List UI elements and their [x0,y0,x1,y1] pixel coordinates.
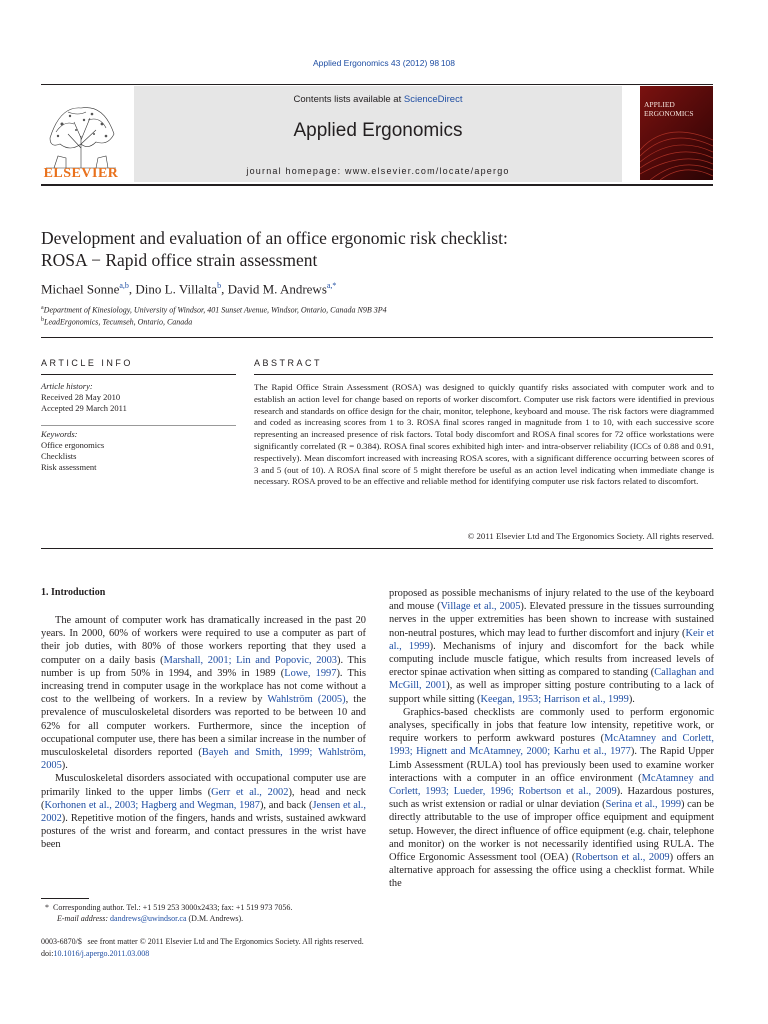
journal-title: Applied Ergonomics [293,120,463,141]
email-note [57,913,387,924]
author-affiliation-mark[interactable]: a,b [119,281,129,290]
citation-link[interactable]: Keegan, 1953; Harrison et al., 1999 [480,693,629,705]
doi-label: doi: [41,949,54,958]
author-affiliation-mark[interactable]: a,* [326,281,337,290]
author-affiliation-mark[interactable]: b [217,281,222,290]
accepted-date: Accepted 29 March 2011 [41,403,127,413]
article-title-line1: Development and evaluation of an office ergonomic risk checklist: [41,228,508,248]
citation-link[interactable]: Marshall, 2001; Lin and Popovic, 2003 [163,654,337,666]
issn-line: 0003-6870/$ see front matter © 2011 Elsevier Ltd and The Ergonomics Society. All rights reserved. [41,937,364,946]
footnote-asterisk: * [41,903,53,912]
citation-link[interactable]: Callaghan and McGill, 2001 [389,667,714,692]
section-heading-introduction: 1. Introduction [41,587,106,598]
doi-line [41,949,149,958]
article-title-line2: ROSA − Rapid office strain assessment [41,250,318,270]
citation-link[interactable]: Korhonen et al., 2003; Hagberg and Wegman, 1987 [44,799,260,811]
article-history [41,381,236,414]
abstract-heading: ABSTRACT [254,358,323,368]
citation-link[interactable]: Village et al., 2005 [440,601,521,613]
citation-link[interactable]: Serina et al., 1999 [605,799,682,811]
citation-link[interactable]: Bayeh and Smith, 1999; Wahlström, 2005 [41,747,366,772]
received-date: Received 28 May 2010 [41,392,121,402]
corresponding-text: Corresponding author. Tel.: +1 519 253 3000x2433; fax: +1 519 973 7056. [53,903,293,912]
affiliation-a [41,305,387,315]
intro-paragraph: Musculoskeletal disorders associated with occupational computer use are primarily linked to the upper limbs (Gerr et al., 2002), head and neck (Korhonen et al., 2003; Hagberg and Wegman, 1987), and back (Jensen et al., 2002). Repetitive motion of the fingers, hands and wrists, sustained awkward postures of the wrist and forearm, and contact pressures in the wrist have been [41,773,366,851]
intro-paragraph: Graphics-based checklists are commonly used to perform ergonomic analyses, specifically in jobs that feature low intensity, repetitive work, or require workers to perform awkward postures (McAtamney and Corlett, 1993; Hignett and McAtamney, 2000; Karhu et al., 1977). The Rapid Upper Limb Assessment (RULA) tool has previously been used to examine worker interactions with a computer in an office environment (McAtamney and Corlett, 1993; Lueder, 1996; Robertson et al., 2009). Hazardous postures, such as wrist extension or radial or ulnar deviation (Serina et al., 1999) can be directly attributable to the use of improper office equipment and equipment setup. However, the direct influence of office equipment (e.g. chair, telephone and monitor) on the worker is not necessarily identified using RULA. The Office Ergonomic Assessment tool (OEA) (Robertson et al., 2009) offers an alternative approach for assessing the office using a checklist format. While the [389,706,715,890]
corresponding-author-note [41,902,371,913]
running-head[interactable]: Applied Ergonomics 43 (2012) 98 108 [312,58,456,68]
citation-link[interactable]: Jensen et al., 2002 [41,799,366,825]
keywords-label: Keywords: [41,429,78,439]
author-name: David M. Andrews [227,281,327,297]
affiliation-text: Department of Kinesiology, University of Windsor, 401 Sunset Avenue, Windsor, Ontario, Canada N9B 3P4 [43,305,387,315]
author-name: Dino L. Villalta [135,281,218,297]
citation-link[interactable]: Wahlström (2005) [267,694,346,706]
abstract-body: The Rapid Office Strain Assessment (ROSA) was designed to quickly quantify risks associated with computer work and to establish an action level for change based on reports of worker discomfort. Computer use risk factors were identified in previous research and standards on office design for the chair, monitor, telephone, keyboard and mouse. The risk factors were diagrammed and coded as increasing scores from 1 to 3. ROSA final scores ranged in magnitude from 1 to 10, with each successive score representing an increased presence of risk factors. Total body discomfort and ROSA final scores for 72 office workstations were significantly correlated (R = 0.384). ROSA final scores exhibited high inter- and intra-observer reliability (ICCs of 0.88 and 0.91, respectively). Mean discomfort increased with increasing ROSA scores, with a significant difference occurring between scores of 3 and 5 (out of 10). A ROSA final score of 5 might therefore be useful as an action level indicating when immediate change is necessary. ROSA proved to be an effective and reliable method for identifying computer use risk factors related to discomfort. [254,382,714,487]
article-title [41,227,731,271]
elsevier-wordmark[interactable]: ELSEVIER [43,166,119,181]
abstract-copyright: © 2011 Elsevier Ltd and The Ergonomics Society. All rights reserved. [467,531,714,541]
intro-paragraph: The amount of computer work has dramatically increased in the past 20 years. In 2000, 60% of workers were required to use a computer as part of their job duties, with 80% of those workers reporting that they used a computer on a daily basis (Marshall, 2001; Lin and Popovic, 2003). This number is up from 50% in 1994, and 39% in 1989 (Lowe, 1997). This increasing trend in computer usage in the workplace has not come without a cost to the wellbeing of workers. In a review by Wahlström (2005), the prevalence of musculoskeletal disorders was reported to be between 10 and 62% for all computer workers. Furthermore, since the inception of occupational computer use, there has been a similar increase in the number of musculoskeletal disorders reported (Bayeh and Smith, 1999; Wahlström, 2005). [41,615,367,772]
footnote-rule [41,898,89,899]
header-top-rule [41,84,713,85]
cover-title-line1: APPLIED [644,100,675,109]
keyword-item: Risk assessment [41,462,97,472]
info-divider [41,425,236,426]
citation-link[interactable]: Robertson et al., 2009 [575,852,670,864]
affiliation-text: LeadErgonomics, Tecumseh, Ontario, Canada [44,317,193,327]
doi-link[interactable]: 10.1016/j.apergo.2011.03.008 [53,949,150,958]
intro-right-column [389,587,714,891]
keyword-item: Office ergonomics [41,440,105,450]
citation-link[interactable]: Lowe, 1997 [284,667,337,679]
contents-line [134,94,622,105]
cover-title [644,100,710,118]
citation-link[interactable]: McAtamney and Corlett, 1993; Hignett and McAtamney, 2000; Karhu et al., 1977 [389,733,715,758]
keywords-block [41,429,236,473]
email-link[interactable]: dandrews@uwindsor.ca [110,914,187,923]
citation-link[interactable]: Gerr et al., 2002 [211,786,289,798]
contents-prefix: Contents lists available at [293,94,404,105]
email-label: E-mail address: [57,914,109,923]
cover-title-line2: ERGONOMICS [644,109,694,118]
abstract-bottom-rule [41,548,713,549]
citation-link[interactable]: Keir et al., 1999 [389,627,715,652]
article-info-rule [41,374,236,375]
affiliation-mark: a [41,305,44,311]
header-bottom-rule [41,184,713,186]
author-separator: , [221,281,228,297]
keyword-item: Checklists [41,451,77,461]
email-suffix: (D.M. Andrews). [186,914,244,923]
sciencedirect-link[interactable]: ScienceDirect [403,94,463,105]
author-name: Michael Sonne [41,281,120,297]
intro-left-column [41,614,366,852]
citation-link[interactable]: McAtamney and Corlett, 1993; Lueder, 1996; Robertson et al., 2009 [389,772,715,798]
affiliation-b [41,317,192,327]
affiliation-mark: b [41,317,44,323]
abstract-top-rule [254,374,713,375]
article-info-heading: ARTICLE INFO [41,358,133,368]
intro-paragraph: proposed as possible mechanisms of injury related to the use of the keyboard and mouse (Village et al., 2005). Elevated pressure in the tissues surrounding nerves in the upper extremities has been shown to increase with sustained non-neutral postures, which may lead to further discomfort and injury (Keir et al., 1999). Mechanisms of injury and discomfort for the back while computing include muscle fatigue, which results from increased levels of erector spinae activation when sitting as compared to standing (Callaghan and McGill, 2001), as well as improper sitting posture contributing to a lack of support while sitting (Keegan, 1953; Harrison et al., 1999). [389,588,715,705]
author-separator: , [128,281,136,297]
front-matter-rule [41,337,713,338]
author-list [41,281,731,297]
journal-homepage[interactable]: journal homepage: www.elsevier.com/locate/apergo [246,166,510,176]
history-label: Article history: [41,381,93,391]
